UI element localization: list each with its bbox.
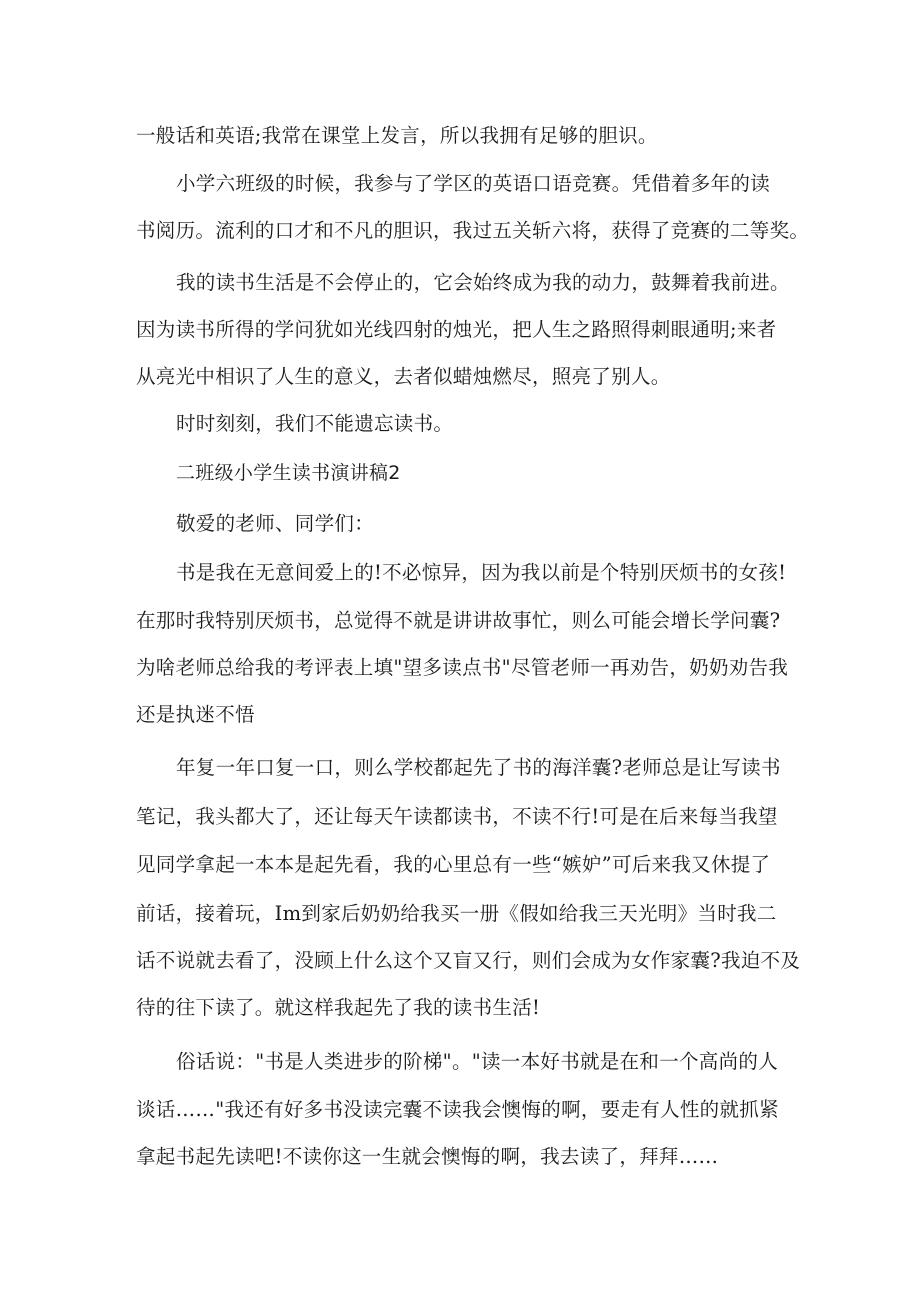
text-line: 前话，接着玩，Im到家后奶奶给我买一册《假如给我三天光明》当时我二: [136, 902, 777, 925]
text-line: 谈话……"我还有好多书没读完囊不读我会懊悔的啊，要走有人性的就抓紧: [136, 1098, 779, 1121]
paragraph-first-line: 书是我在无意间爱上的!不必惊异，因为我以前是个特别厌烦书的女孩!: [176, 561, 787, 584]
text-line: 笔记，我头都大了，还让每天午读都读书，不读不行!可是在后来每当我望: [136, 805, 778, 828]
paragraph-first-line: 小学六班级的时候，我参与了学区的英语口语竞赛。凭借着多年的读: [176, 172, 771, 195]
text-line: 还是执迷不悟: [136, 703, 255, 726]
text-line: 因为读书所得的学问犹如光线四射的烛光，把人生之路照得刺眼通明;来者: [136, 318, 777, 341]
salutation: 敬爱的老师、同学们：: [176, 512, 375, 535]
text-line: 拿起书起先读吧!不读你这一生就会懊悔的啊，我去读了，拜拜……: [136, 1145, 719, 1168]
paragraph-first-line: 时时刻刻，我们不能遗忘读书。: [176, 412, 454, 435]
text-line: 从亮光中相识了人生的意义，去者似蜡烛燃尽，照亮了别人。: [136, 365, 671, 388]
text-line: 书阅历。流利的口才和不凡的胆识，我过五关斩六将，获得了竞赛的二等奖。: [136, 219, 810, 242]
text-line: 为啥老师总给我的考评表上填"望多读点书"尽管老师一再劝告，奶奶劝告我: [136, 656, 789, 679]
paragraph-first-line: 年复一年口复一口，则么学校都起先了书的海洋囊?老师总是让写读书: [176, 756, 781, 779]
text-line: 在那时我特别厌烦书，总觉得不就是讲讲故事忙，则么可能会增长学问囊?: [136, 609, 781, 632]
paragraph-first-line: 俗话说："书是人类进步的阶梯"。"读一本好书就是在和一个高尚的人: [176, 1050, 779, 1073]
section-heading: 二班级小学生读书演讲稿2: [176, 462, 401, 484]
text-line: 见同学拿起一本本是起先看，我的心里总有一些“嫉妒”可后来我又休提了: [136, 853, 771, 876]
paragraph-first-line: 我的读书生活是不会停止的，它会始终成为我的动力，鼓舞着我前进。: [176, 271, 790, 294]
text-line: 待的往下读了。就这样我起先了我的读书生活!: [136, 996, 541, 1019]
text-line: 话不说就去看了，没顾上什么这个又盲又行，则们会成为女作家囊?我迫不及: [136, 949, 801, 972]
text-line: 一般话和英语;我常在课堂上发言，所以我拥有足够的胆识。: [136, 124, 658, 147]
